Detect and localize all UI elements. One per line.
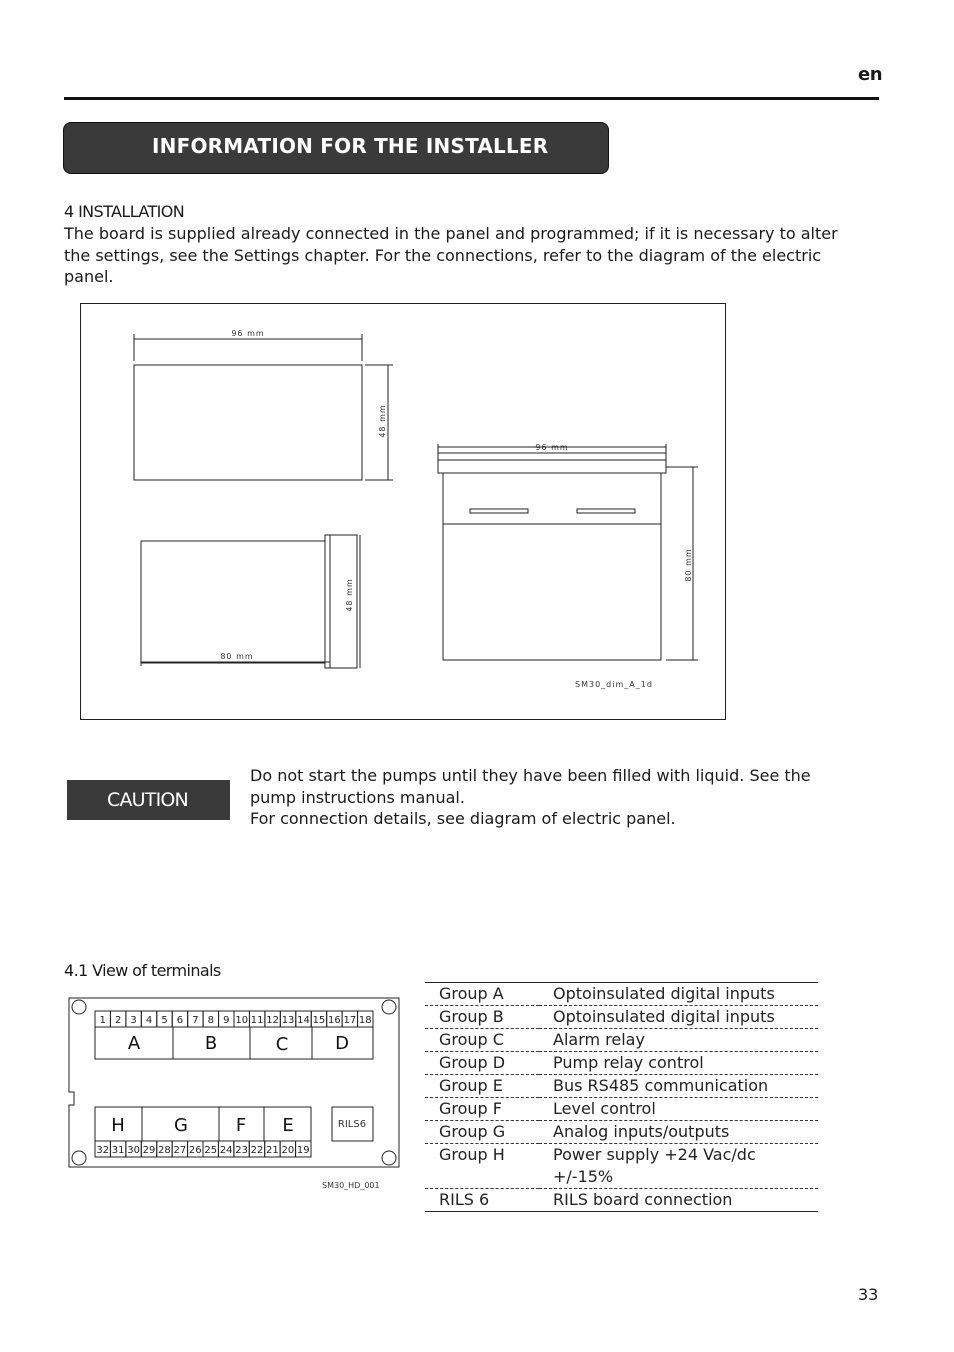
group-description-cell: Bus RS485 communication (539, 1075, 818, 1098)
terminal-number: 29 (142, 1145, 156, 1156)
top-view-bezel (438, 453, 666, 473)
group-description-cell: Optoinsulated digital inputs (539, 983, 818, 1006)
group-label-c: C (275, 1034, 289, 1055)
group-description-cell: Power supply +24 Vac/dc +/-15% (539, 1144, 818, 1189)
group-label-g: G (174, 1115, 188, 1136)
drawing-ref: SM30_dim_A_1d (575, 680, 653, 689)
terminal-number: 13 (281, 1015, 295, 1026)
terminal-number: 8 (207, 1015, 215, 1026)
terminal-number: 6 (176, 1015, 184, 1026)
bottom-group-strip (95, 1107, 311, 1141)
group-description-cell: Alarm relay (539, 1029, 818, 1052)
board-ref: SM30_HD_001 (322, 1181, 380, 1190)
rils-label: RILS6 (337, 1119, 367, 1130)
terminal-number: 31 (111, 1145, 125, 1156)
terminal-number: 5 (161, 1015, 168, 1026)
table-row (425, 1121, 818, 1144)
group-name-cell: Group F (425, 1098, 539, 1121)
banner-title: INFORMATION FOR THE INSTALLER (152, 134, 549, 158)
top-width-label: 96 mm (231, 329, 265, 338)
terminal-number: 4 (145, 1015, 153, 1026)
mount-hole (382, 1000, 396, 1014)
page-number: 33 (858, 1285, 879, 1304)
front-depth-label: 80 mm (684, 548, 693, 582)
table-row (425, 1189, 818, 1212)
group-label-a: A (127, 1033, 141, 1054)
terminal-number: 19 (296, 1145, 310, 1156)
terminal-number: 22 (250, 1145, 264, 1156)
terminal-number: 7 (192, 1015, 199, 1026)
caution-line-2: For connection details, see diagram of electric panel. (250, 809, 676, 828)
side-depth-label: 80 mm (220, 652, 254, 661)
mount-hole (72, 1000, 86, 1014)
terminals-heading: 4.1 View of terminals (64, 961, 221, 980)
group-name-cell: Group E (425, 1075, 539, 1098)
group-name-cell: Group G (425, 1121, 539, 1144)
dimension-drawing (80, 303, 726, 720)
group-name-cell: RILS 6 (425, 1189, 539, 1212)
terminal-number: 28 (158, 1145, 171, 1156)
table-row (425, 1006, 818, 1029)
group-name-cell: Group B (425, 1006, 539, 1029)
group-description-cell: Pump relay control (539, 1052, 818, 1075)
group-description-cell: Analog inputs/outputs (539, 1121, 818, 1144)
installation-paragraph: The board is supplied already connected in the panel and programmed; if it is necessary to alter the settings, see the Settings chapter. For the connections, refer to the diagram of the electric panel. (64, 224, 838, 286)
terminal-number: 15 (312, 1015, 326, 1026)
terminal-number: 2 (114, 1015, 122, 1026)
caution-label: CAUTION (107, 789, 188, 811)
group-label-b: B (204, 1033, 218, 1054)
table-row (425, 1029, 818, 1052)
terminal-number: 23 (235, 1145, 248, 1156)
group-label-h: H (111, 1115, 125, 1136)
terminal-number: 9 (223, 1015, 230, 1026)
caution-text (250, 765, 860, 830)
terminal-number: 11 (250, 1015, 264, 1026)
group-name-cell: Group A (425, 983, 539, 1006)
terminal-number: 26 (188, 1145, 202, 1156)
group-label-e: E (282, 1115, 294, 1136)
side-height-label: 48 mm (345, 578, 354, 612)
mount-hole (382, 1151, 396, 1165)
terminal-number: 30 (127, 1145, 140, 1156)
terminal-number: 25 (204, 1145, 218, 1156)
terminal-number: 17 (343, 1015, 357, 1026)
table-row (425, 1075, 818, 1098)
language-code: en (858, 64, 883, 85)
installation-heading: 4 INSTALLATION (64, 202, 185, 221)
front-view-rect (134, 365, 362, 480)
terminal-board-diagram (68, 997, 404, 1197)
group-description-cell: RILS board connection (539, 1189, 818, 1212)
top-view-body (443, 473, 661, 660)
terminal-number: 21 (266, 1145, 279, 1156)
terminal-number: 3 (130, 1015, 137, 1026)
terminal-number: 12 (266, 1015, 279, 1026)
terminal-number: 32 (96, 1145, 110, 1156)
group-label-f: F (235, 1115, 247, 1136)
group-description-cell: Optoinsulated digital inputs (539, 1006, 818, 1029)
table-row (425, 1098, 818, 1121)
group-name-cell: Group H (425, 1144, 539, 1189)
table-row (425, 1052, 818, 1075)
mount-hole (72, 1151, 86, 1165)
terminal-number: 16 (328, 1015, 341, 1026)
caution-line-1: Do not start the pumps until they have been filled with liquid. See the pump instructions manual. (250, 766, 811, 807)
terminal-number: 24 (219, 1145, 233, 1156)
terminal-number: 1 (99, 1015, 106, 1026)
group-label-d: D (335, 1033, 349, 1054)
group-description-cell: Level control (539, 1098, 818, 1121)
table-row (425, 983, 818, 1006)
group-name-cell: Group C (425, 1029, 539, 1052)
groups-table (425, 982, 818, 1212)
terminal-number: 10 (235, 1015, 249, 1026)
top-height-label: 48 mm (378, 404, 387, 438)
table-row (425, 1144, 818, 1189)
terminal-number: 14 (297, 1015, 310, 1026)
terminal-number: 18 (358, 1015, 372, 1026)
side-view-rect (141, 541, 325, 663)
header-rule (64, 97, 879, 100)
terminal-number: 27 (173, 1145, 187, 1156)
group-name-cell: Group D (425, 1052, 539, 1075)
terminal-number: 20 (281, 1145, 295, 1156)
front-width-label: 96 mm (535, 443, 569, 452)
